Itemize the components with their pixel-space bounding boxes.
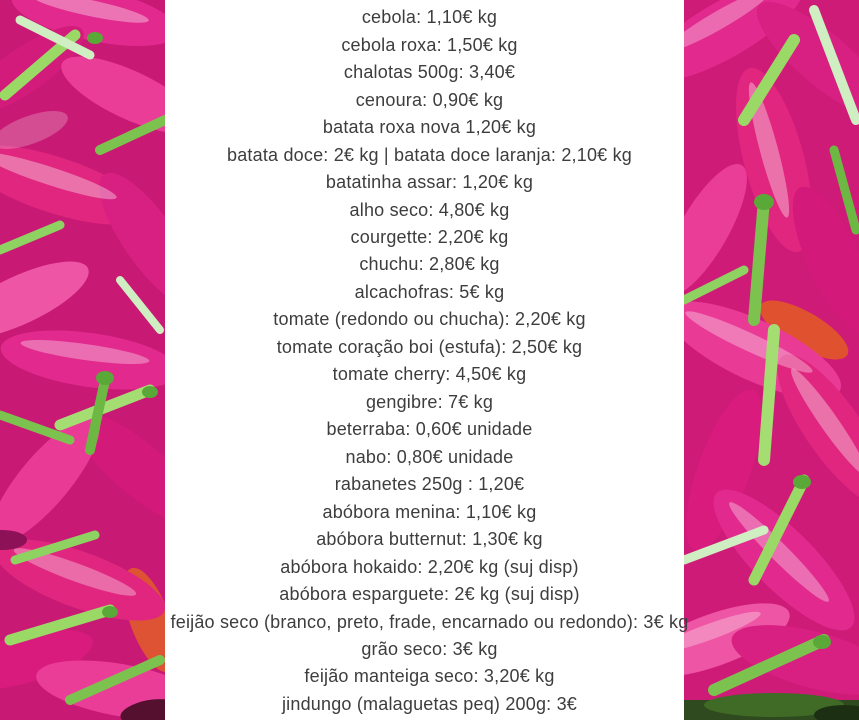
price-line: batatinha assar: 1,20€ kg	[325, 172, 534, 193]
price-line: beterraba: 0,60€ unidade	[326, 419, 533, 440]
price-line: abóbora esparguete: 2€ kg (suj disp)	[279, 584, 580, 605]
price-line: cebola: 1,10€ kg	[361, 7, 498, 28]
price-line: grão seco: 3€ kg	[361, 639, 498, 660]
price-line: nabo: 0,80€ unidade	[345, 446, 514, 467]
price-line: batata roxa nova 1,20€ kg	[322, 117, 537, 138]
price-line: jindungo (malaguetas peq) 200g: 3€	[281, 693, 577, 714]
price-line: gengibre: 7€ kg	[365, 391, 494, 412]
price-line: abóbora hokaido: 2,20€ kg (suj disp)	[280, 556, 579, 577]
price-line: courgette: 2,20€ kg	[350, 226, 509, 247]
price-line: cenoura: 0,90€ kg	[355, 89, 504, 110]
price-line: abóbora menina: 1,10€ kg	[322, 501, 537, 522]
price-line: alcachofras: 5€ kg	[354, 281, 505, 302]
price-line: alho seco: 4,80€ kg	[349, 199, 510, 220]
price-line: tomate coração boi (estufa): 2,50€ kg	[276, 336, 583, 357]
price-line: tomate (redondo ou chucha): 2,20€ kg	[273, 309, 586, 330]
price-line: batata doce: 2€ kg | batata doce laranja: 2,10€ kg	[227, 144, 632, 165]
price-line: feijão manteiga seco: 3,20€ kg	[304, 666, 555, 687]
price-line: tomate cherry: 4,50€ kg	[332, 364, 527, 385]
price-line: chuchu: 2,80€ kg	[359, 254, 500, 275]
price-line: chalotas 500g: 3,40€	[343, 62, 516, 83]
price-line: cebola roxa: 1,50€ kg	[341, 34, 518, 55]
price-line: feijão seco (branco, preto, frade, encarnado ou redondo): 3€ kg	[170, 611, 689, 632]
price-line: rabanetes 250g : 1,20€	[334, 474, 525, 495]
price-line: abóbora butternut: 1,30€ kg	[316, 529, 543, 550]
